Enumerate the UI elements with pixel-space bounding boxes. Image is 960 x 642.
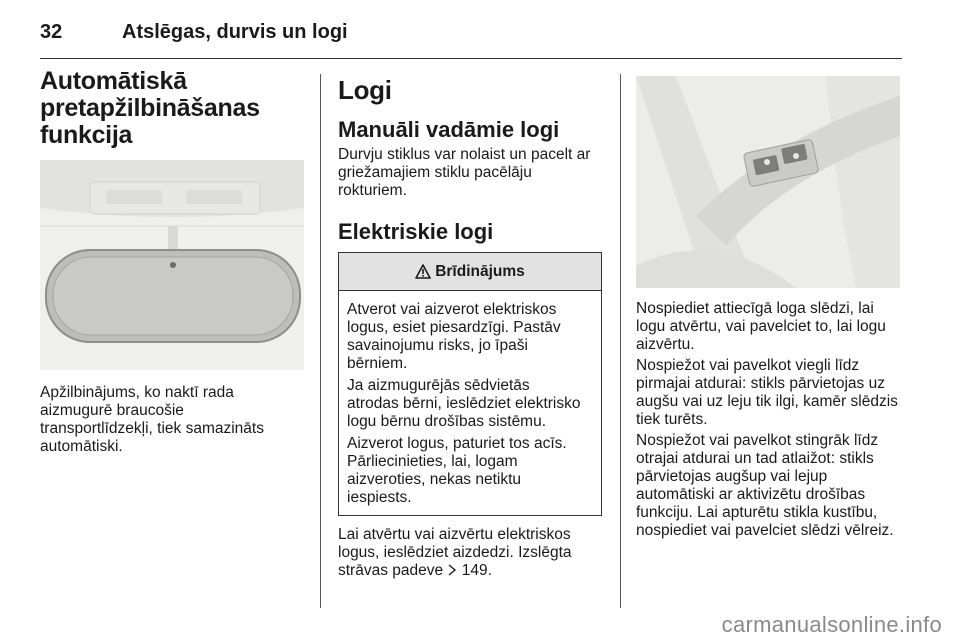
window-switch-illustration [636, 76, 900, 288]
manual-windows-text: Durvju stiklus var nolaist un pacelt ar griežamajiem stiklu pacēlāju rokturiem. [338, 146, 591, 199]
warning-paragraph: Aizverot logus, paturiet tos acīs. Pārliecinieties, lai, logam aizveroties, nekas netiktu iespiests. [347, 435, 567, 506]
header-rule [40, 58, 902, 59]
reference-page-link[interactable]: 149. [461, 562, 492, 579]
warning-box [338, 252, 602, 516]
warning-triangle-icon [415, 264, 431, 279]
anti-dazzle-description: Apžilbinājums, ko naktī rada aizmugurē braucošie transportlīdzekļi, tiek samazināts automātiski. [40, 384, 264, 455]
warning-body [339, 291, 601, 507]
page-number: 32 [40, 21, 63, 43]
column-windows [338, 75, 604, 579]
section-heading-anti-dazzle: Automātiskā pretapžilbināšanas funkcija [40, 67, 260, 149]
warning-paragraph: Ja aizmugurējās sēdvietās atrodas bērni, ieslēdziet elektrisko logu bērnu drošības sistēmu. [347, 377, 581, 430]
warning-paragraph: Atverot vai aizverot elektriskos logus, esiet piesardzīgi. Pastāv savainojumu risks, jo īpaši bērniem. [347, 301, 561, 372]
window-switch-text [636, 300, 906, 543]
column-divider [320, 74, 321, 608]
electric-windows-text: Lai atvērtu vai aizvērtu elektriskos logus, ieslēdziet aizdedzi. Izslēgta strāvas padeve 149. [338, 526, 572, 579]
chapter-title: Atslēgas, durvis un logi [122, 21, 348, 43]
watermark: carmanualsonline.info [721, 612, 942, 637]
window-switch-image [636, 76, 900, 288]
heading-electric-windows: Elektriskie logi [338, 219, 494, 244]
warning-title: Brīdinājums [435, 262, 525, 280]
page-reference-icon [447, 564, 457, 576]
heading-manual-windows: Manuāli vadāmie logi [338, 117, 560, 142]
instruction-paragraph: Nospiediet attiecīgā loga slēdzi, lai logu atvērtu, vai pavelciet to, lai logu aizvērtu. [636, 300, 886, 353]
instruction-paragraph: Nospiežot vai pavelkot stingrāk līdz otrajai atdurai un tad atlaižot: stikls pārvietojas augšup vai lejup automātiski ar aktivizētu drošības funkciju. Lai apturētu stikla kustību, nospiediet vai pavelciet slēdzi vēlreiz. [636, 432, 894, 539]
instruction-paragraph: Nospiežot vai pavelkot viegli līdz pirmajai atdurai: stikls pārvietojas uz augšu vai uz leju tik ilgi, kamēr slēdzis tiek turēts. [636, 357, 898, 428]
warning-header [339, 253, 601, 291]
section-title-windows: Logi [338, 75, 392, 105]
page-header [40, 12, 902, 58]
column-anti-dazzle [40, 67, 304, 455]
rearview-mirror-illustration [40, 160, 304, 370]
rearview-mirror-image [40, 160, 304, 370]
column-divider [620, 74, 621, 608]
